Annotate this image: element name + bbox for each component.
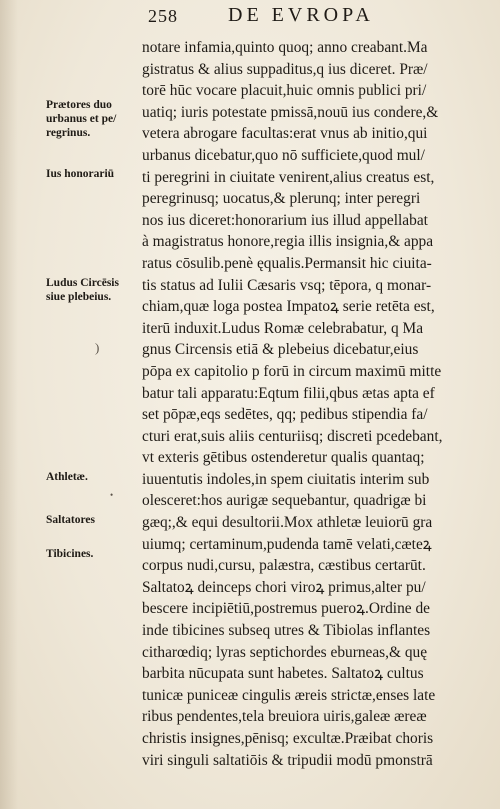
margin-note-ludus — [46, 276, 142, 304]
text-line: christis insignes,pēnisq; excultæ.Præibat choris — [142, 730, 434, 747]
text-line: urbanus dicebatur,quo nō sufficiete,quod mul/ — [142, 146, 425, 164]
page-header — [0, 4, 500, 32]
text-line: gnus Circensis etiā & plebeius dicebatur,eius — [142, 341, 419, 359]
margin-note-saltatores — [46, 513, 142, 527]
margin-note-athletae — [46, 470, 142, 484]
margin-note-line: Prætores duo — [46, 99, 112, 111]
text-line: à magistratus honore,regia illis insignia,& appa — [142, 233, 434, 251]
text-line: cturi erat,suis aliis centuriisq; discreti pcedebant, — [142, 427, 443, 445]
text-line: olesceret:hos aurigæ sequebantur, quadrigæ bi — [142, 492, 427, 510]
text-line: barbita nūcupata sunt habetes. Saltatoꝝ cultus — [142, 665, 424, 683]
text-line: iterū induxit.Ludus Romæ celebrabatur, q Ma — [142, 319, 424, 337]
text-line: torē hūc vocare placuit,huic omnis publici pri/ — [142, 82, 427, 100]
text-line: viri singuli saltatiōis & tripudii modū pmonstrā — [142, 751, 433, 769]
text-line: set pōpæ,eqs sedētes, qq; pedibus stipendia fa/ — [142, 406, 428, 424]
text-line: bescere incipiētiū,postremus pueroꝝ.Ordine de — [142, 600, 430, 618]
page-number: 258 — [148, 6, 178, 26]
margin-note-line: Athletæ. — [46, 471, 88, 483]
text-line: ti peregrini in ciuitate venirent,alius creatus est, — [142, 168, 435, 186]
text-line: batur tali apparatu:Eqtum filii,qbus ætas apta ef — [142, 384, 435, 402]
margin-note-line: Ludus Circēsis — [46, 277, 119, 289]
marginal-mark: ) — [95, 340, 100, 355]
margin-note-line: Saltatores — [46, 514, 95, 526]
margin-note-line: Tibicines. — [46, 548, 94, 560]
margin-note-honorarium — [46, 167, 142, 181]
text-line: pōpa ex capitolio p forū in circum maximū mitte — [142, 362, 442, 380]
margin-note-praetores — [46, 98, 142, 140]
running-title: DE EVROPA — [228, 4, 374, 26]
text-line: ratus cōsulib.penè ęqualis.Permansit hic ciuita- — [142, 254, 432, 272]
text-line: ribus pendentes,tela breuiora uiris,galeæ æreæ — [142, 708, 427, 726]
margin-note-line: siue plebeius. — [46, 291, 112, 303]
text-line: gistratus & alius suppaditus,q ius diceret. Præ/ — [142, 60, 428, 78]
text-line: vetera abrogare facultas:erat vnus ab initio,qui — [142, 125, 428, 143]
text-line: iuuentutis indoles,in spem ciuitatis interim sub — [142, 470, 430, 488]
text-line: peregrinusq; uocatus,& plerunq; inter peregri — [142, 190, 421, 208]
main-text-block — [142, 37, 487, 771]
marginal-dot: • — [110, 490, 114, 500]
text-line: nos ius diceret:honorarium ius illud appellabat — [142, 211, 428, 229]
text-line: vt exteris gētibus ostenderetur qualis quantaq; — [142, 449, 425, 467]
margin-note-line: regrinus. — [46, 127, 91, 139]
text-line: uatiq; iuris potestate pmissā,nouū ius condere,& — [142, 103, 439, 121]
margin-note-line: urbanus et pe/ — [46, 113, 117, 125]
text-line: uiumq; certaminum,pudenda tamē velati,cæteꝝ — [142, 535, 432, 553]
gutter-shadow — [0, 0, 18, 809]
margin-note-line: Ius honorariū — [46, 168, 115, 180]
text-line: corpus nudi,cursu, palæstra, cæstibus certarūt. — [142, 557, 426, 575]
margin-note-tibicines — [46, 547, 142, 561]
text-line: citharœdiq; lyras septichordes eburneas,& quę — [142, 643, 428, 661]
text-line: inde tibicines subseq utres & Tibiolas inflantes — [142, 622, 431, 640]
text-line: tis status ad Iulii Cæsaris vsq; tēpora, q monar- — [142, 276, 432, 294]
text-line: gæq;,& equi desultorii.Mox athletæ leuiorū gra — [142, 514, 433, 532]
text-line: Saltatoꝝ deinceps chori viroꝝ primus,alter pu/ — [142, 578, 426, 596]
text-line: tunicæ puniceæ cingulis æreis strictæ,enses late — [142, 686, 436, 704]
text-line: chiam,quæ loga postea Impatoꝝ serie retēta est, — [142, 298, 435, 316]
text-line: notare infamia,quinto quoq; anno creabant.Ma — [142, 39, 428, 56]
